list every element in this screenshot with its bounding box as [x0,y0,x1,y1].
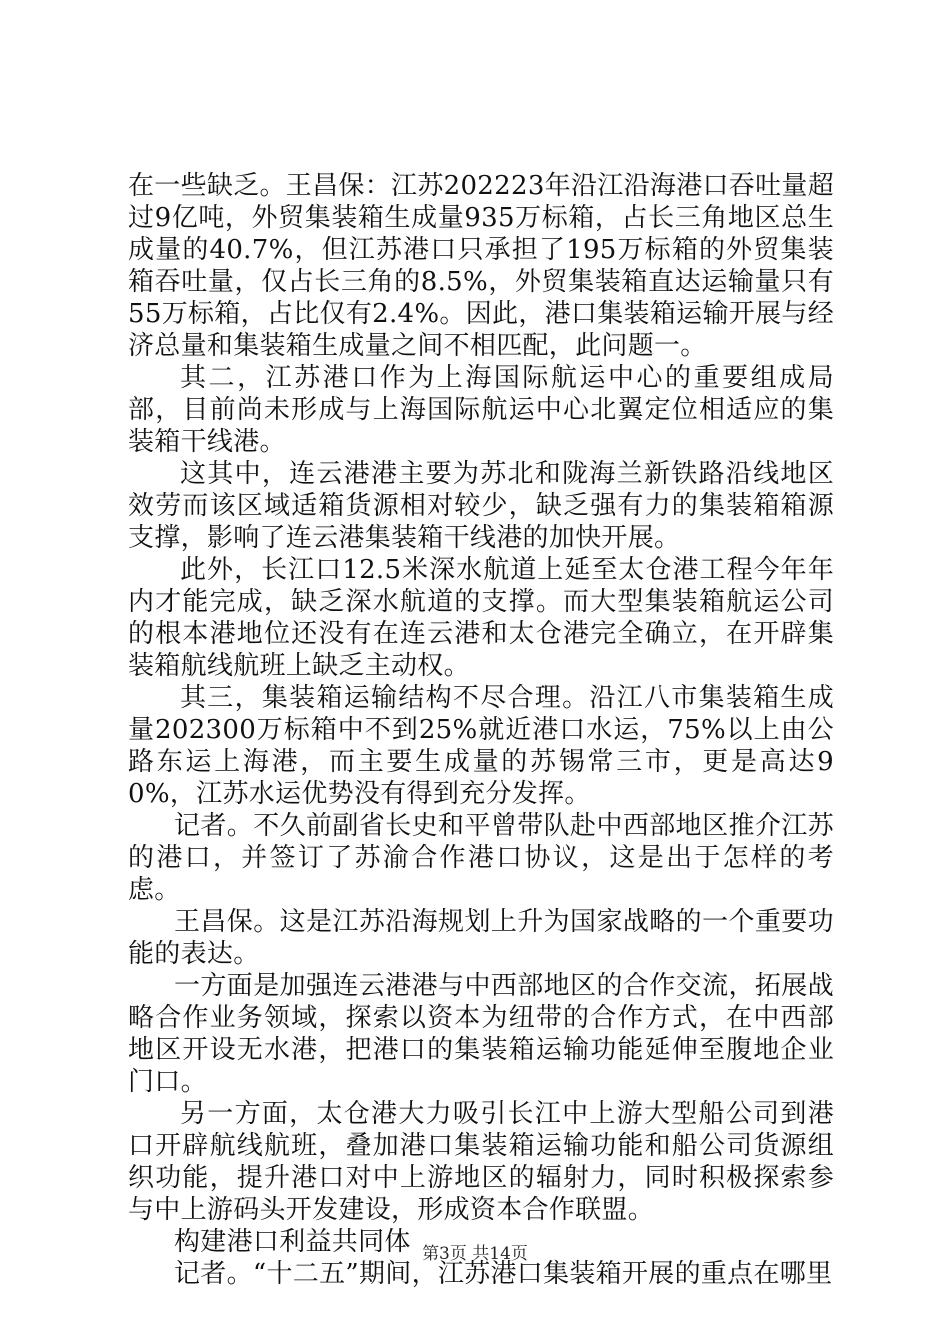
paragraph-10: 记者。“十二五”期间，江苏港口集装箱开展的重点在哪里 [174,1259,833,1289]
paragraph-7: 王昌保。这是江苏沿海规划上升为国家战略的一个重要功能的表达。 [128,907,834,969]
document-body [128,170,834,1290]
paragraph-2: 其二，江苏港口作为上海国际航运中心的重要组成局部，目前尚未形成与上海国际航运中心北翼定位相适应的集装箱干线港。 [128,363,834,457]
paragraph-4: 此外，长江口12.5米深水航道上延至太仓港工程今年年内才能完成，缺乏深水航道的支撑。而大型集装箱航运公司的根本港地位还没有在连云港和太仓港完全确立，在开辟集装箱航线航班上缺乏主动权。 [128,555,834,681]
section-heading: 构建港口利益共同体 [174,1227,411,1257]
paragraph-5: 其三，集装箱运输结构不尽合理。沿江八市集装箱生成量202300万标箱中不到25%就近港口水运，75%以上由公路东运上海港，而主要生成量的苏锡常三市，更是高达90%，江苏水运优势没有得到充分发挥。 [128,683,834,809]
paragraph-3: 这其中，连云港港主要为苏北和陇海兰新铁路沿线地区效劳而该区域适箱货源相对较少，缺乏强有力的集装箱箱源支撑，影响了连云港集装箱干线港的加快开展。 [128,459,834,553]
page-number-footer: 第3页 共14页 [422,1244,528,1264]
paragraph-6: 记者。不久前副省长史和平曾带队赴中西部地区推介江苏的港口，并签订了苏渝合作港口协议，这是出于怎样的考虑。 [128,811,834,905]
paragraph-8: 一方面是加强连云港港与中西部地区的合作交流，拓展战略合作业务领域，探索以资本为纽带的合作方式，在中西部地区开设无水港，把港口的集装箱运输功能延伸至腹地企业门口。 [128,971,834,1097]
paragraph-9: 另一方面，太仓港大力吸引长江中上游大型船公司到港口开辟航线航班，叠加港口集装箱运输功能和船公司货源组织功能，提升港口对中上游地区的辐射力，同时积极探索参与中上游码头开发建设，形成资本合作联盟。 [128,1099,834,1225]
paragraph-1: 在一些缺乏。王昌保：江苏202223年沿江沿海港口吞吐量超过9亿吨，外贸集装箱生成量935万标箱，占长三角地区总生成量的40.7%，但江苏港口只承担了195万标箱的外贸集装箱吞吐量，仅占长三角的8.5%，外贸集装箱直达运输量只有55万标箱，占比仅有2.4%。因此，港口集装箱运输开展与经济总量和集装箱生成量之间不相匹配，此问题一。 [128,171,834,361]
